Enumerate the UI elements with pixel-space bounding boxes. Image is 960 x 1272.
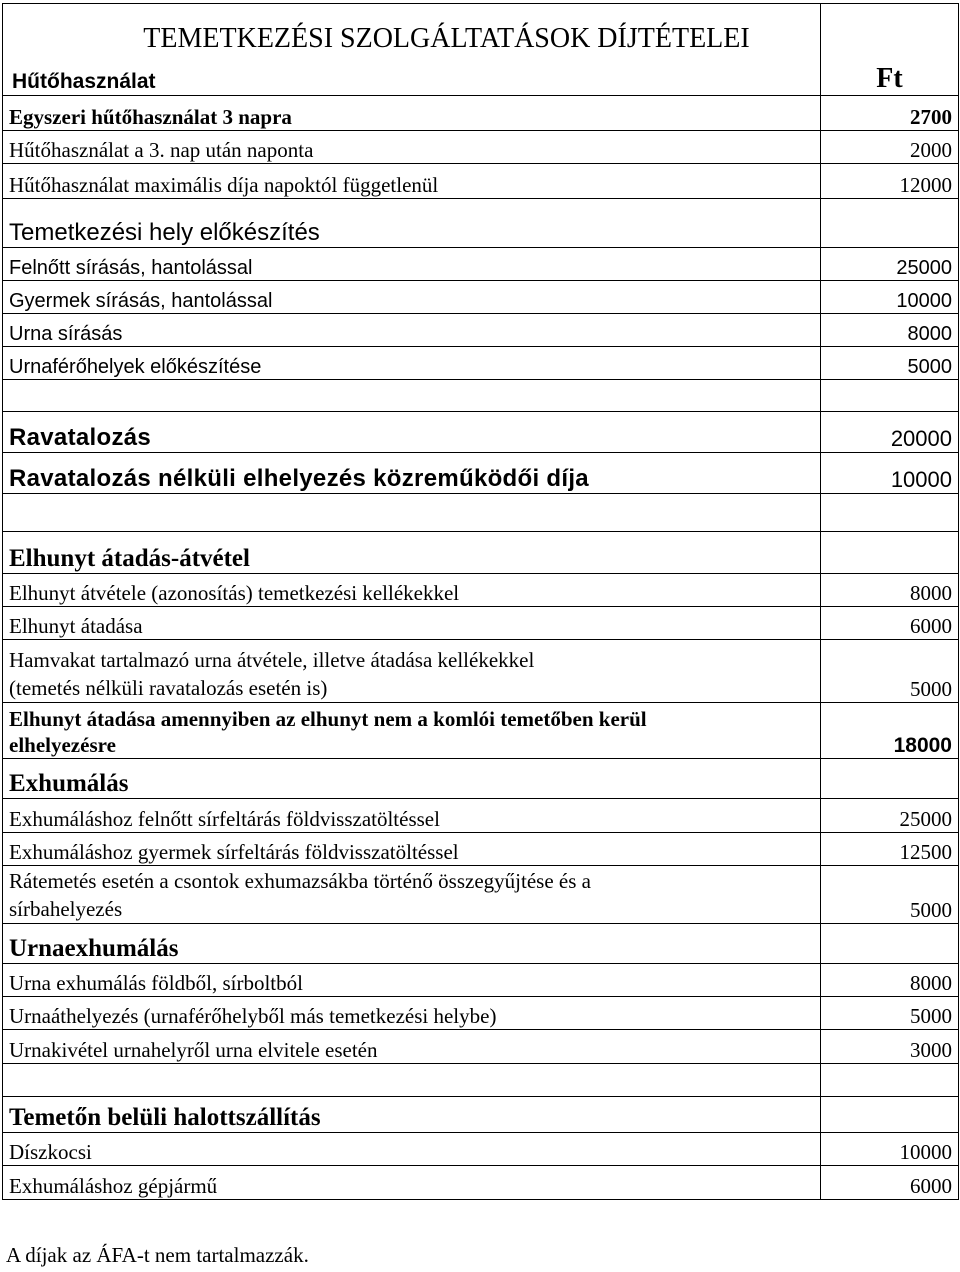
row-label: Ravatalozás nélküli elhelyezés közreműködői díja (3, 453, 821, 494)
table-row (3, 347, 959, 380)
row-label (3, 866, 821, 924)
row-amount: 8000 (821, 964, 959, 997)
row-amount: 8000 (821, 574, 959, 607)
row-label: Exhumáláshoz gyermek sírfeltárás földvisszatöltéssel (3, 833, 821, 866)
row-label-line: elhelyezésre (9, 733, 116, 757)
spacer-row (3, 380, 959, 412)
table-row (3, 997, 959, 1030)
table-row (3, 281, 959, 314)
row-amount: 5000 (821, 866, 959, 924)
row-label: Urnaáthelyezés (urnaférőhelyből más temetkezési helybe) (3, 997, 821, 1030)
row-label: Urnaférőhelyek előkészítése (3, 347, 821, 380)
row-amount: 20000 (821, 412, 959, 453)
row-label-line: Hamvakat tartalmazó urna átvétele, illetve átadása kellékekkel (9, 648, 535, 672)
spacer-row (3, 1064, 959, 1097)
row-label (3, 640, 821, 703)
empty-cell (821, 199, 959, 248)
page-title: TEMETKEZÉSI SZOLGÁLTATÁSOK DÍJTÉTELEI (143, 23, 750, 54)
table-row (3, 799, 959, 833)
fee-table (2, 3, 959, 1200)
row-amount: 18000 (821, 703, 959, 759)
empty-cell (3, 380, 821, 412)
empty-cell (821, 759, 959, 799)
row-label: Ravatalozás (3, 412, 821, 453)
table-row (3, 574, 959, 607)
section-row (3, 199, 959, 248)
table-row (3, 164, 959, 199)
empty-cell (821, 1064, 959, 1097)
row-amount: 25000 (821, 248, 959, 281)
section-row (3, 1097, 959, 1133)
row-amount: 10000 (821, 1133, 959, 1166)
section-heading-hutohasznalat: Hűtőhasználat (12, 70, 156, 93)
section-heading-exhumalas: Exhumálás (3, 759, 821, 799)
table-header-row (3, 4, 959, 96)
row-amount: 3000 (821, 1030, 959, 1064)
row-amount: 5000 (821, 640, 959, 703)
empty-cell (3, 494, 821, 532)
table-row (3, 703, 959, 759)
vat-footnote: A díjak az ÁFA-t nem tartalmazzák. (6, 1243, 309, 1267)
empty-cell (821, 380, 959, 412)
row-label (3, 703, 821, 759)
row-label: Exhumáláshoz gépjármű (3, 1166, 821, 1200)
row-amount: 8000 (821, 314, 959, 347)
table-row (3, 96, 959, 131)
row-label: Elhunyt átvétele (azonosítás) temetkezési kellékekkel (3, 574, 821, 607)
row-amount: 2000 (821, 131, 959, 164)
row-amount: 6000 (821, 607, 959, 640)
table-row (3, 131, 959, 164)
row-label: Felnőtt sírásás, hantolással (3, 248, 821, 281)
table-row (3, 412, 959, 453)
row-label-line: (temetés nélküli ravatalozás esetén is) (9, 676, 328, 700)
row-label-line: Elhunyt átadása amennyiben az elhunyt nem a komlói temetőben kerül (9, 707, 647, 731)
section-heading-urnaexhumalas: Urnaexhumálás (3, 924, 821, 964)
row-amount: 25000 (821, 799, 959, 833)
section-heading-hely: Temetkezési hely előkészítés (3, 199, 821, 248)
table-row (3, 833, 959, 866)
row-label: Hűtőhasználat a 3. nap után naponta (3, 131, 821, 164)
unit-header: Ft (821, 4, 959, 96)
row-label-line: sírbahelyezés (9, 897, 123, 921)
empty-cell (3, 1064, 821, 1097)
empty-cell (821, 494, 959, 532)
empty-cell (821, 924, 959, 964)
row-label: Hűtőhasználat maximális díja napoktól függetlenül (3, 164, 821, 199)
section-heading-szallitas: Temetőn belüli halottszállítás (3, 1097, 821, 1133)
section-row (3, 532, 959, 574)
row-label: Urnakivétel urnahelyről urna elvitele esetén (3, 1030, 821, 1064)
row-amount: 12000 (821, 164, 959, 199)
row-label: Gyermek sírásás, hantolással (3, 281, 821, 314)
spacer-row (3, 494, 959, 532)
row-label: Díszkocsi (3, 1133, 821, 1166)
row-label: Urna sírásás (3, 314, 821, 347)
table-row (3, 1166, 959, 1200)
table-row (3, 964, 959, 997)
row-label: Urna exhumálás földből, sírboltból (3, 964, 821, 997)
row-amount: 5000 (821, 347, 959, 380)
row-label-line: Rátemetés esetén a csontok exhumazsákba történő összegyűjtése és a (9, 869, 591, 893)
row-label: Elhunyt átadása (3, 607, 821, 640)
table-row (3, 640, 959, 703)
title-cell (3, 4, 821, 96)
row-amount: 10000 (821, 281, 959, 314)
table-row (3, 248, 959, 281)
section-heading-atadas: Elhunyt átadás-átvétel (3, 532, 821, 574)
table-row (3, 607, 959, 640)
table-row (3, 1030, 959, 1064)
empty-cell (821, 532, 959, 574)
section-row (3, 924, 959, 964)
row-amount: 12500 (821, 833, 959, 866)
table-row (3, 453, 959, 494)
table-row (3, 866, 959, 924)
row-amount: 2700 (821, 96, 959, 131)
row-amount: 10000 (821, 453, 959, 494)
row-label: Egyszeri hűtőhasználat 3 napra (3, 96, 821, 131)
empty-cell (821, 1097, 959, 1133)
section-row (3, 759, 959, 799)
row-amount: 6000 (821, 1166, 959, 1200)
row-label: Exhumáláshoz felnőtt sírfeltárás földvisszatöltéssel (3, 799, 821, 833)
row-amount: 5000 (821, 997, 959, 1030)
table-row (3, 1133, 959, 1166)
table-row (3, 314, 959, 347)
